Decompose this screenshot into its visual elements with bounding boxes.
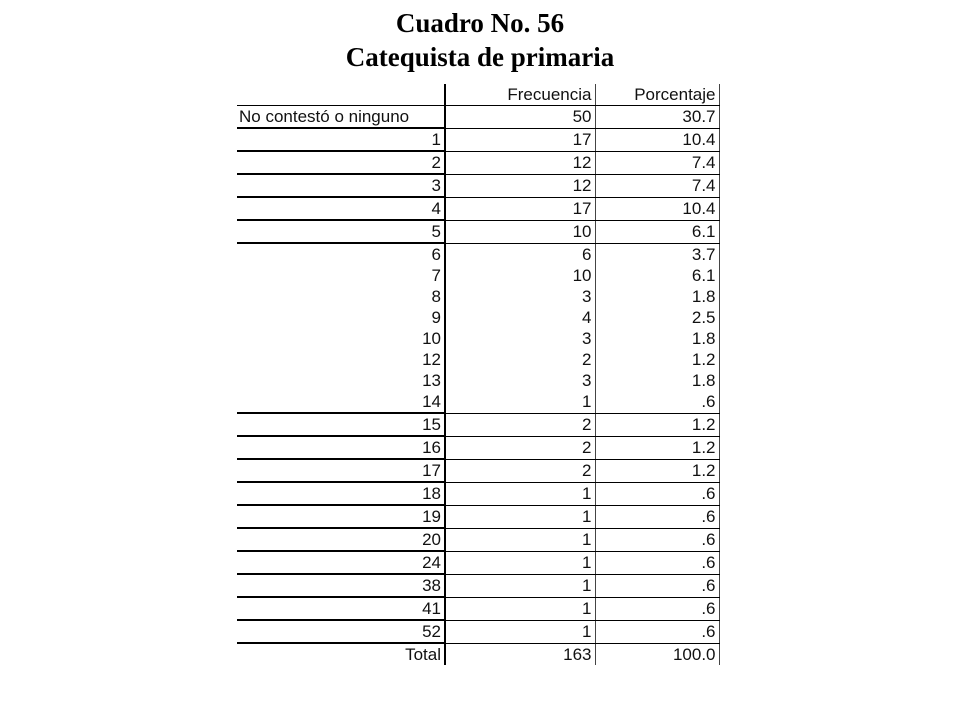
- row-frecuencia: 2: [445, 413, 595, 436]
- row-porcentaje: 7.4: [595, 151, 719, 174]
- row-label: 10: [237, 328, 445, 349]
- row-porcentaje: 1.8: [595, 286, 719, 307]
- row-frecuencia: 3: [445, 286, 595, 307]
- row-porcentaje: .6: [595, 574, 719, 597]
- table-row: [237, 597, 719, 620]
- row-label: 7: [237, 265, 445, 286]
- table-row: [237, 574, 719, 597]
- table-row: [237, 436, 719, 459]
- row-frecuencia: 1: [445, 505, 595, 528]
- row-frecuencia: 4: [445, 307, 595, 328]
- table-row: [237, 620, 719, 643]
- row-label: 38: [237, 574, 445, 597]
- row-porcentaje: .6: [595, 482, 719, 505]
- table-row: [237, 174, 719, 197]
- row-porcentaje: .6: [595, 391, 719, 413]
- table-row: [237, 220, 719, 243]
- row-porcentaje: 7.4: [595, 174, 719, 197]
- table-row: [237, 505, 719, 528]
- row-label: 12: [237, 349, 445, 370]
- row-label: 8: [237, 286, 445, 307]
- row-porcentaje: 6.1: [595, 265, 719, 286]
- row-label: 6: [237, 243, 445, 265]
- row-label: 52: [237, 620, 445, 643]
- header-label-cell: [237, 84, 445, 106]
- row-porcentaje: 2.5: [595, 307, 719, 328]
- row-porcentaje: 6.1: [595, 220, 719, 243]
- table-row: [237, 151, 719, 174]
- row-frecuencia: 10: [445, 265, 595, 286]
- row-porcentaje: 10.4: [595, 128, 719, 151]
- table-row: [237, 128, 719, 151]
- row-label: Total: [237, 643, 445, 665]
- table-row: [237, 528, 719, 551]
- row-label: 18: [237, 482, 445, 505]
- row-label: 4: [237, 197, 445, 220]
- row-porcentaje: 30.7: [595, 106, 719, 129]
- table-row: [237, 413, 719, 436]
- row-frecuencia: 6: [445, 243, 595, 265]
- row-porcentaje: .6: [595, 551, 719, 574]
- row-label: 17: [237, 459, 445, 482]
- row-frecuencia: 1: [445, 528, 595, 551]
- table-row: [237, 349, 719, 370]
- row-label: 15: [237, 413, 445, 436]
- frequency-table-container: [237, 84, 719, 665]
- row-porcentaje: 1.2: [595, 413, 719, 436]
- row-label: 9: [237, 307, 445, 328]
- table-row: [237, 551, 719, 574]
- row-porcentaje: .6: [595, 597, 719, 620]
- row-porcentaje: .6: [595, 528, 719, 551]
- row-frecuencia: 1: [445, 597, 595, 620]
- row-frecuencia: 2: [445, 459, 595, 482]
- row-frecuencia: 163: [445, 643, 595, 665]
- row-label: 24: [237, 551, 445, 574]
- row-label: 13: [237, 370, 445, 391]
- row-label: 16: [237, 436, 445, 459]
- frequency-table: [237, 84, 720, 665]
- table-row: [237, 459, 719, 482]
- row-porcentaje: 10.4: [595, 197, 719, 220]
- table-row: [237, 643, 719, 665]
- row-label: No contestó o ninguno: [237, 106, 445, 129]
- table-row: [237, 286, 719, 307]
- row-label: 41: [237, 597, 445, 620]
- row-frecuencia: 12: [445, 151, 595, 174]
- table-body: [237, 106, 719, 666]
- table-row: [237, 391, 719, 413]
- row-porcentaje: .6: [595, 620, 719, 643]
- row-frecuencia: 50: [445, 106, 595, 129]
- row-label: 3: [237, 174, 445, 197]
- table-row: [237, 307, 719, 328]
- row-frecuencia: 10: [445, 220, 595, 243]
- row-frecuencia: 2: [445, 349, 595, 370]
- header-frecuencia: Frecuencia: [445, 84, 595, 106]
- row-label: 2: [237, 151, 445, 174]
- row-frecuencia: 3: [445, 328, 595, 349]
- table-row: [237, 370, 719, 391]
- table-row: [237, 243, 719, 265]
- row-frecuencia: 1: [445, 620, 595, 643]
- row-frecuencia: 17: [445, 197, 595, 220]
- row-frecuencia: 1: [445, 551, 595, 574]
- table-row: [237, 265, 719, 286]
- table-row: [237, 328, 719, 349]
- row-porcentaje: 1.8: [595, 370, 719, 391]
- row-label: 20: [237, 528, 445, 551]
- row-porcentaje: .6: [595, 505, 719, 528]
- title-line-2: Catequista de primaria: [345, 42, 615, 72]
- table-row: [237, 106, 719, 129]
- row-label: 14: [237, 391, 445, 413]
- row-label: 5: [237, 220, 445, 243]
- header-porcentaje: Porcentaje: [595, 84, 719, 106]
- row-frecuencia: 1: [445, 482, 595, 505]
- row-label: 1: [237, 128, 445, 151]
- row-porcentaje: 1.2: [595, 459, 719, 482]
- row-porcentaje: 1.8: [595, 328, 719, 349]
- table-row: [237, 482, 719, 505]
- row-porcentaje: 1.2: [595, 436, 719, 459]
- row-porcentaje: 3.7: [595, 243, 719, 265]
- row-frecuencia: 2: [445, 436, 595, 459]
- row-frecuencia: 17: [445, 128, 595, 151]
- row-porcentaje: 100.0: [595, 643, 719, 665]
- row-porcentaje: 1.2: [595, 349, 719, 370]
- title-line-1: Cuadro No. 56: [395, 8, 565, 38]
- row-frecuencia: 1: [445, 574, 595, 597]
- row-frecuencia: 1: [445, 391, 595, 413]
- page-title: [0, 6, 960, 74]
- row-frecuencia: 3: [445, 370, 595, 391]
- row-frecuencia: 12: [445, 174, 595, 197]
- table-row: [237, 197, 719, 220]
- row-label: 19: [237, 505, 445, 528]
- table-header-row: [237, 84, 719, 106]
